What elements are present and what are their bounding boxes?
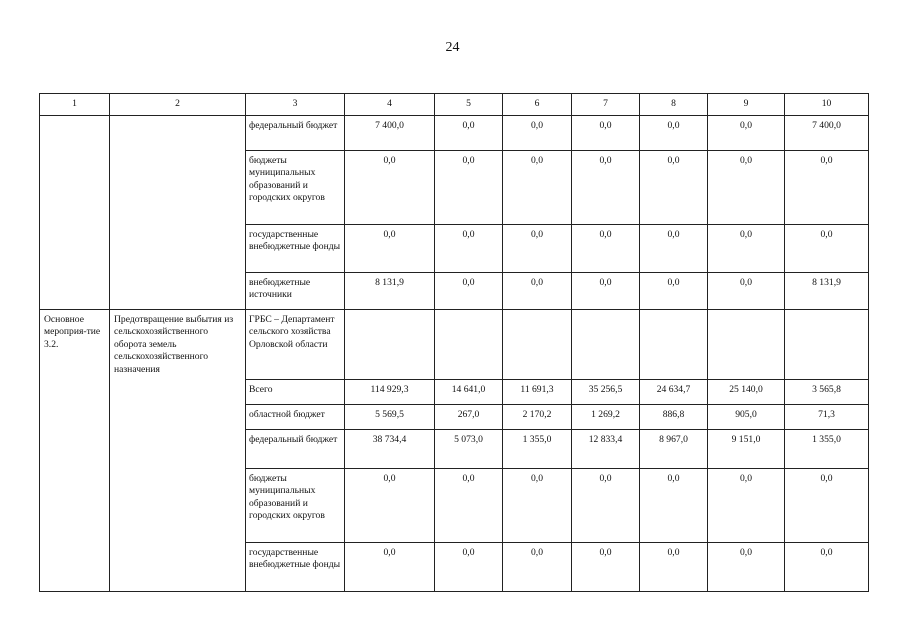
- value-cell: 0,0: [345, 543, 435, 592]
- value-cell: 905,0: [708, 405, 785, 430]
- value-cell: 0,0: [640, 469, 708, 543]
- value-cell: 0,0: [572, 225, 640, 273]
- header-col-7: 7: [572, 94, 640, 116]
- value-cell: 0,0: [708, 116, 785, 151]
- header-col-2: 2: [110, 94, 246, 116]
- header-col-9: 9: [708, 94, 785, 116]
- value-cell: 0,0: [503, 469, 572, 543]
- value-cell: 0,0: [640, 273, 708, 310]
- value-cell: 38 734,4: [345, 430, 435, 469]
- value-cell: 35 256,5: [572, 380, 640, 405]
- value-cell: 0,0: [345, 225, 435, 273]
- value-cell: 1 355,0: [785, 430, 869, 469]
- header-col-3: 3: [246, 94, 345, 116]
- header-col-6: 6: [503, 94, 572, 116]
- value-cell: 0,0: [640, 225, 708, 273]
- value-cell: 0,0: [503, 543, 572, 592]
- empty-cell: [785, 310, 869, 380]
- empty-cell: [503, 310, 572, 380]
- value-cell: 5 569,5: [345, 405, 435, 430]
- value-cell: 114 929,3: [345, 380, 435, 405]
- header-col-10: 10: [785, 94, 869, 116]
- page-number: 24: [445, 40, 460, 55]
- value-cell: 0,0: [708, 273, 785, 310]
- budget-table: [39, 93, 869, 592]
- empty-cell: [640, 310, 708, 380]
- header-col-8: 8: [640, 94, 708, 116]
- value-cell: 0,0: [640, 151, 708, 225]
- header-col-5: 5: [435, 94, 503, 116]
- header-col-4: 4: [345, 94, 435, 116]
- value-cell: 1 355,0: [503, 430, 572, 469]
- value-cell: 2 170,2: [503, 405, 572, 430]
- value-cell: 11 691,3: [503, 380, 572, 405]
- funding-source-cell: бюджеты муниципальных образований и городских округов: [246, 469, 345, 543]
- value-cell: 71,3: [785, 405, 869, 430]
- event-cell: Основное мероприя-тие 3.2.: [40, 310, 110, 592]
- value-cell: 3 565,8: [785, 380, 869, 405]
- value-cell: 7 400,0: [785, 116, 869, 151]
- value-cell: 886,8: [640, 405, 708, 430]
- empty-cell: [572, 310, 640, 380]
- value-cell: 0,0: [435, 273, 503, 310]
- funding-source-cell: бюджеты муниципальных образований и городских округов: [246, 151, 345, 225]
- value-cell: 0,0: [435, 469, 503, 543]
- value-cell: 0,0: [708, 469, 785, 543]
- value-cell: 8 967,0: [640, 430, 708, 469]
- funding-source-cell: федеральный бюджет: [246, 430, 345, 469]
- funding-source-cell: областной бюджет: [246, 405, 345, 430]
- value-cell: 5 073,0: [435, 430, 503, 469]
- empty-cell: [345, 310, 435, 380]
- value-cell: 7 400,0: [345, 116, 435, 151]
- funding-source-cell: Всего: [246, 380, 345, 405]
- value-cell: 0,0: [435, 543, 503, 592]
- value-cell: 0,0: [572, 543, 640, 592]
- value-cell: 0,0: [785, 543, 869, 592]
- value-cell: 8 131,9: [345, 273, 435, 310]
- funding-source-cell: государственные внебюджетные фонды: [246, 225, 345, 273]
- value-cell: 0,0: [572, 151, 640, 225]
- value-cell: 0,0: [572, 273, 640, 310]
- value-cell: 0,0: [708, 543, 785, 592]
- value-cell: 0,0: [785, 225, 869, 273]
- value-cell: 0,0: [345, 469, 435, 543]
- empty-cell: [435, 310, 503, 380]
- responsible-cell: ГРБС – Департамент сельского хозяйства Орловской области: [246, 310, 345, 380]
- funding-source-cell: государственные внебюджетные фонды: [246, 543, 345, 592]
- value-cell: 0,0: [435, 116, 503, 151]
- value-cell: 0,0: [708, 225, 785, 273]
- value-cell: 267,0: [435, 405, 503, 430]
- value-cell: 25 140,0: [708, 380, 785, 405]
- value-cell: 0,0: [345, 151, 435, 225]
- event-cell: [40, 116, 110, 310]
- value-cell: 24 634,7: [640, 380, 708, 405]
- empty-cell: [708, 310, 785, 380]
- value-cell: 0,0: [640, 116, 708, 151]
- event-name-cell: [110, 116, 246, 310]
- value-cell: 8 131,9: [785, 273, 869, 310]
- value-cell: 0,0: [435, 151, 503, 225]
- value-cell: 12 833,4: [572, 430, 640, 469]
- value-cell: 1 269,2: [572, 405, 640, 430]
- value-cell: 0,0: [503, 151, 572, 225]
- value-cell: 0,0: [503, 225, 572, 273]
- value-cell: 0,0: [785, 151, 869, 225]
- value-cell: 0,0: [785, 469, 869, 543]
- table-row: [40, 116, 869, 151]
- value-cell: 9 151,0: [708, 430, 785, 469]
- value-cell: 14 641,0: [435, 380, 503, 405]
- value-cell: 0,0: [503, 116, 572, 151]
- value-cell: 0,0: [640, 543, 708, 592]
- funding-source-cell: внебюджетные источники: [246, 273, 345, 310]
- value-cell: 0,0: [435, 225, 503, 273]
- funding-source-cell: федеральный бюджет: [246, 116, 345, 151]
- header-col-1: 1: [40, 94, 110, 116]
- value-cell: 0,0: [503, 273, 572, 310]
- event-name-cell: Предотвращение выбытия из сельскохозяйственного оборота земель сельскохозяйственного назначения: [110, 310, 246, 592]
- value-cell: 0,0: [708, 151, 785, 225]
- value-cell: 0,0: [572, 116, 640, 151]
- header-row: [40, 94, 869, 116]
- table-row: [40, 310, 869, 380]
- value-cell: 0,0: [572, 469, 640, 543]
